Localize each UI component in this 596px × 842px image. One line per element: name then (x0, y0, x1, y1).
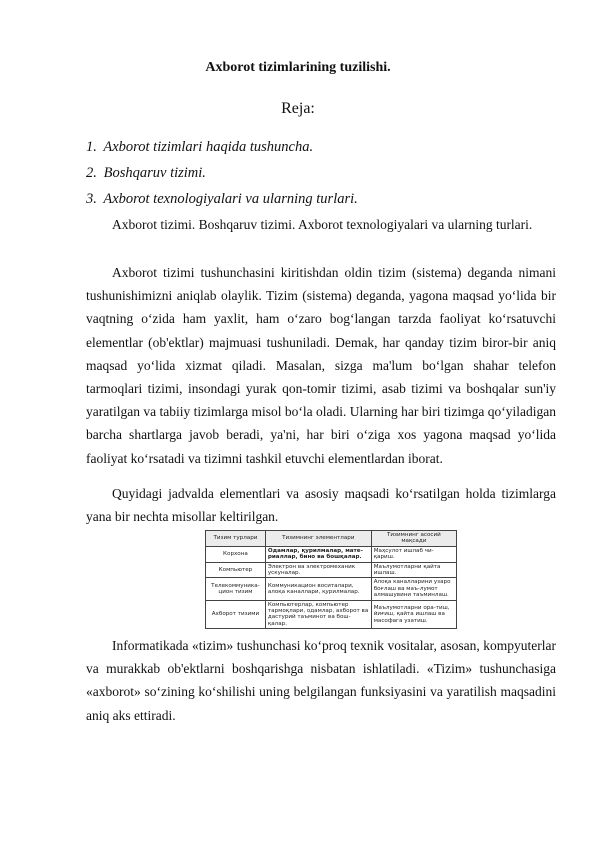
table-cell: Электрон ва электромеханик ускуналар. (265, 562, 371, 578)
plan-item-text: Boshqaruv tizimi. (103, 165, 206, 181)
systems-table (205, 530, 457, 629)
table-row (206, 546, 457, 562)
table-row (206, 578, 457, 600)
plan-item-number: 3. (86, 191, 97, 207)
document-title: Axborot tizimlarining tuzilishi. (205, 60, 391, 75)
keywords-line: Axborot tizimi. Boshqaruv tizimi. Axborot texnologiyalari va ularning turlari. (112, 217, 533, 232)
plan-item-number: 1. (86, 139, 97, 155)
paragraph-1 (86, 261, 556, 470)
table-header-row (206, 531, 457, 547)
table-cell: Ахборот тизими (206, 600, 266, 629)
table-header-cell: Тизимнинг элементлари (265, 531, 371, 547)
table-row (206, 600, 457, 629)
paragraph-2 (86, 482, 556, 528)
plan-item-1 (86, 139, 313, 156)
plan-item-2 (86, 165, 206, 182)
table-cell: Маълумотларни ора-тиш, йиғиш, қайта ишлаш ва масофага узатиш. (371, 600, 456, 629)
table-row (206, 562, 457, 578)
plan-item-text: Axborot tizimlari haqida tushuncha. (103, 139, 314, 155)
table-cell: Корхона (206, 546, 266, 562)
plan-item-text: Axborot texnologiyalari va ularning turlari. (103, 191, 358, 207)
paragraph-text: Axborot tizimi tushunchasini kiritishdan oldin tizim (sistema) deganda nimani tushunishimizni aniqlab olaylik. Tizim (sistema) deganda, yagona maqsad yo‘lida bir vaqtning o‘zida ham yaxlit, ham o‘zaro bog‘langan tarzda faoliyat ko‘rsatuvchi elementlar (ob'ektlar) majmuasi tushuniladi. Demak, har qanday tizim biror-bir aniq maqsad yo‘lida xizmat qiladi. Masalan, sizga ma'lum bo‘lgan shahar telefon tarmoqlari tizimi, insondagi yurak qon-tomir tizimi, asab tizimi va boshqalar sun'iy yaratilgan va tabiiy tizimlarga misol bo‘la oladi. Ularning har biri tizimga qo‘yiladigan barcha shartlarga javob beradi, ya'ni, har biri o‘ziga xos yagona maqsad yo‘lida faoliyat ko‘rsatadi va tizimni tashkil etuvchi elementlardan iborat. (86, 265, 556, 466)
paragraph-text: Quyidagi jadvalda elementlari va asosiy maqsadi ko‘rsatilgan holda tizimlarga yana bir nechta misollar keltirilgan. (86, 486, 556, 525)
paragraph-3 (86, 634, 556, 727)
plan-item-3 (86, 191, 358, 208)
paragraph-text: Informatikada «tizim» tushunchasi ko‘proq texnik vositalar, asosan, kompyuterlar va murakkab ob'ektlarni boshqarishga nisbatan ishlatiladi. «Tizim» tushunchasiga «axborot» so‘zining ko‘shilishi uning belgilangan funksiyasini va yaratilish maqsadini aniq aks ettiradi. (86, 638, 556, 723)
table-cell: Коммуникацион воситалари, алоқа каналлари, қурилмалар. (265, 578, 371, 600)
table-header-cell: Тизимнинг асосий мақсади (371, 531, 456, 547)
table-header-cell: Тизим турлари (206, 531, 266, 547)
plan-item-number: 2. (86, 165, 97, 181)
table-cell: Алоқа каналларини узаро боғлаш ва маъ-лумот алмашувини таъминлаш. (371, 578, 456, 600)
table-cell: Одамлар, қурилмалар, мате-риаллар, бино ва бошқалар. (265, 546, 371, 562)
table-cell: Компьютер (206, 562, 266, 578)
table-cell: Компьютерлар, компьютер тармоқлари, одамлар, ахборот ва дастурий таъминот ва бош-қалар. (265, 600, 371, 629)
table-cell: Маҳсулот ишлаб чи-қариш. (371, 546, 456, 562)
table-cell: Телекоммуника-цион тизим (206, 578, 266, 600)
table-cell: Маълумотларни қайта ишлаш. (371, 562, 456, 578)
plan-heading: Reja: (281, 100, 315, 117)
